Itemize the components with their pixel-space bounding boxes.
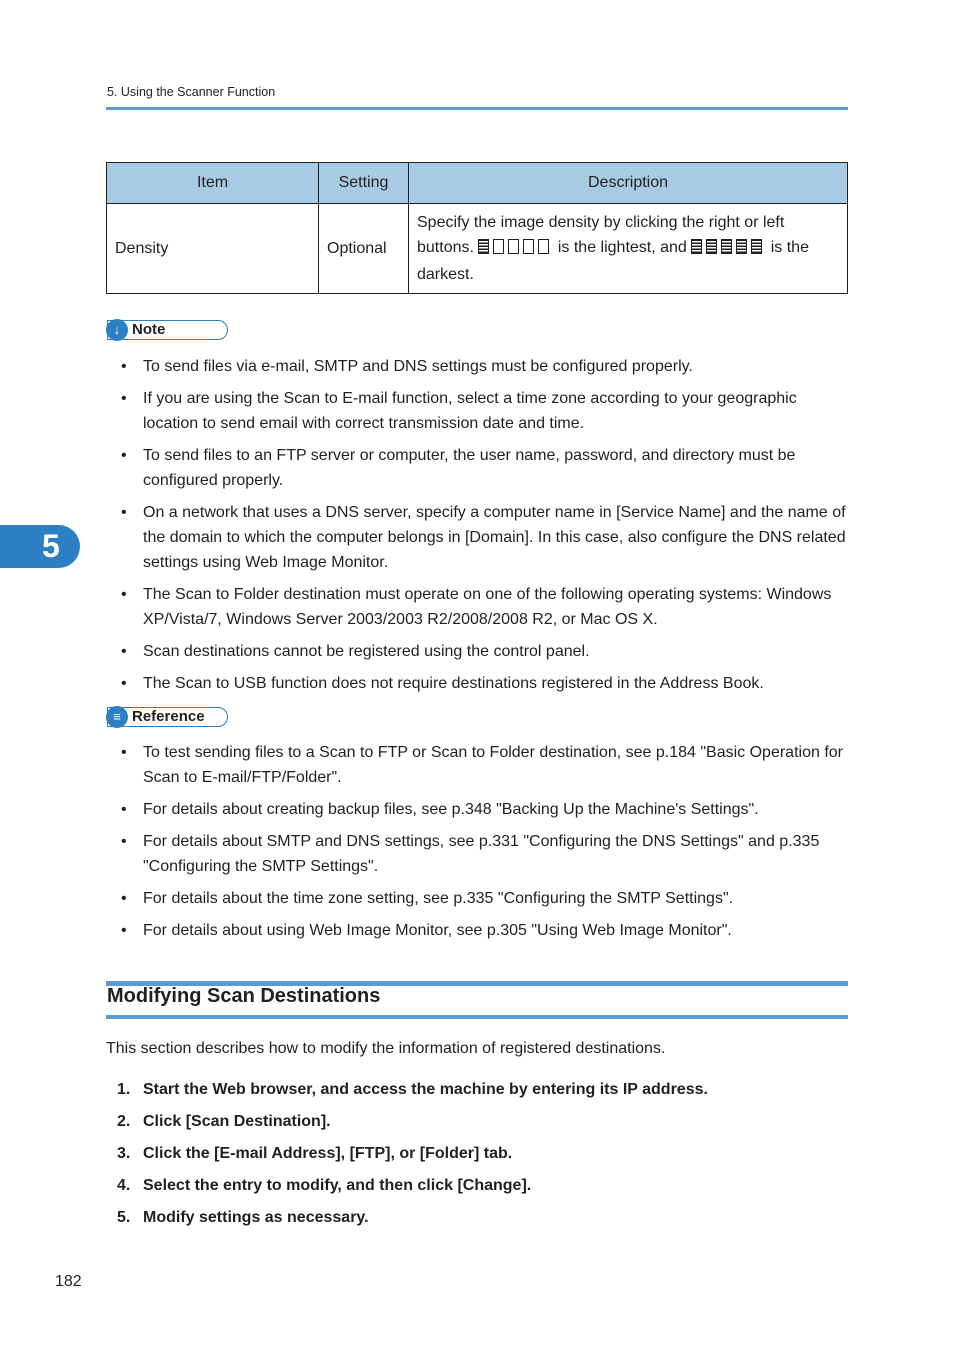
list-item: • If you are using the Scan to E-mail function, select a time zone according to your geographic location to send email with correct transmission date and time. bbox=[106, 386, 846, 436]
settings-table bbox=[106, 162, 848, 294]
chapter-tab bbox=[0, 525, 80, 568]
note-arrow-icon: ↓ bbox=[106, 319, 128, 341]
procedure-steps bbox=[106, 1077, 846, 1237]
list-item: • To send files via e-mail, SMTP and DNS settings must be configured properly. bbox=[106, 354, 846, 379]
step-number: 3. bbox=[117, 1145, 131, 1162]
step-text: Select the entry to modify, and then click [Change]. bbox=[143, 1177, 532, 1194]
list-item: • The Scan to USB function does not require destinations registered in the Address Book. bbox=[106, 671, 846, 696]
step-text: Modify settings as necessary. bbox=[143, 1209, 369, 1226]
column-header-item: Item bbox=[107, 163, 319, 204]
table-row bbox=[107, 204, 848, 294]
cell-setting: Optional bbox=[319, 204, 409, 294]
step-text: Click [Scan Destination]. bbox=[143, 1113, 331, 1130]
reference-document-icon: ≡ bbox=[106, 706, 128, 728]
chapter-number: 5 bbox=[42, 528, 60, 564]
cell-description bbox=[409, 204, 848, 294]
lightest-density-icon bbox=[478, 237, 553, 262]
list-item bbox=[106, 1205, 846, 1230]
step-text: Start the Web browser, and access the machine by entering its IP address. bbox=[143, 1081, 708, 1098]
header-rule bbox=[106, 107, 848, 110]
description-text-2: is the lightest, and bbox=[557, 239, 687, 256]
list-item bbox=[106, 1109, 846, 1134]
column-header-description: Description bbox=[409, 163, 848, 204]
note-list bbox=[106, 354, 846, 703]
list-item: • Scan destinations cannot be registered using the control panel. bbox=[106, 639, 846, 664]
table-header-row bbox=[107, 163, 848, 204]
section-intro: This section describes how to modify the information of registered destinations. bbox=[106, 1040, 666, 1057]
running-header: 5. Using the Scanner Function bbox=[107, 85, 276, 99]
step-number: 1. bbox=[117, 1081, 131, 1098]
reference-label-text: Reference bbox=[132, 708, 205, 725]
cell-item: Density bbox=[107, 204, 319, 294]
list-item bbox=[106, 1141, 846, 1166]
step-number: 4. bbox=[117, 1177, 131, 1194]
list-item: • On a network that uses a DNS server, specify a computer name in [Service Name] and the name of the domain to which the computer belongs in [Domain]. In this case, also configure the DNS related settings using Web Image Monitor. bbox=[106, 500, 846, 575]
column-header-setting: Setting bbox=[319, 163, 409, 204]
list-item bbox=[106, 1077, 846, 1102]
darkest-density-icon bbox=[691, 237, 766, 262]
list-item: • For details about using Web Image Monitor, see p.305 "Using Web Image Monitor". bbox=[106, 918, 846, 943]
list-item: • For details about the time zone setting, see p.335 "Configuring the SMTP Settings". bbox=[106, 886, 846, 911]
list-item: • To test sending files to a Scan to FTP or Scan to Folder destination, see p.184 "Basic Operation for Scan to E-mail/FTP/Folder". bbox=[106, 740, 846, 790]
section-rule-bottom bbox=[106, 1015, 848, 1019]
list-item: • To send files to an FTP server or computer, the user name, password, and directory must be configured properly. bbox=[106, 443, 846, 493]
list-item: • For details about SMTP and DNS settings, see p.331 "Configuring the DNS Settings" and p.335 "Configuring the SMTP Settings". bbox=[106, 829, 846, 879]
section-title: Modifying Scan Destinations bbox=[107, 985, 381, 1007]
reference-list bbox=[106, 740, 846, 950]
note-label bbox=[107, 320, 228, 340]
reference-label bbox=[107, 707, 228, 727]
description-text-3: is the darkest. bbox=[417, 239, 809, 283]
list-item: • The Scan to Folder destination must operate on one of the following operating systems: Windows XP/Vista/7, Windows Server 2003/2003 R2/2008/2008 R2, or Mac OS X. bbox=[106, 582, 846, 632]
list-item: • For details about creating backup files, see p.348 "Backing Up the Machine's Settings". bbox=[106, 797, 846, 822]
note-label-text: Note bbox=[132, 321, 166, 338]
step-number: 2. bbox=[117, 1113, 131, 1130]
list-item bbox=[106, 1173, 846, 1198]
page-number: 182 bbox=[55, 1273, 82, 1290]
step-text: Click the [E-mail Address], [FTP], or [Folder] tab. bbox=[143, 1145, 513, 1162]
description-text-1: Specify the image density by clicking the right or left buttons. bbox=[417, 214, 785, 256]
step-number: 5. bbox=[117, 1209, 131, 1226]
